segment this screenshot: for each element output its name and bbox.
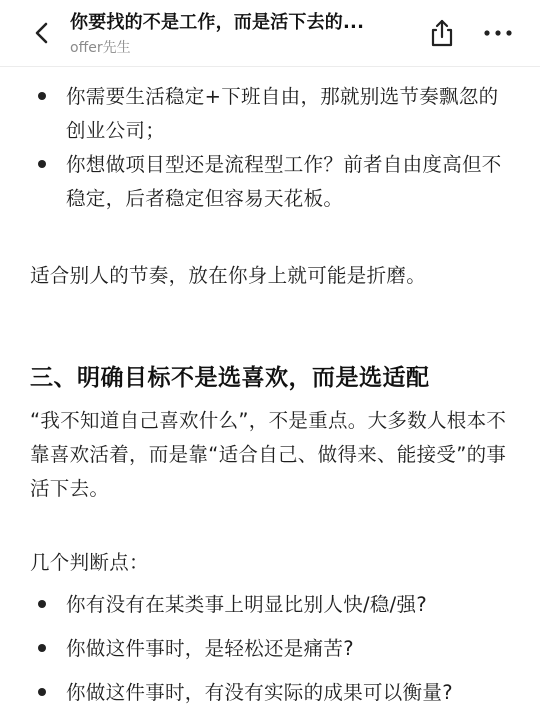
back-button[interactable] [28,18,56,48]
paragraph: “我不知道自己喜欢什么”，不是重点。大多数人根本不靠喜欢活着，而是靠“适合自己、做得来、能接受”的事活下去。 [30,409,507,500]
paragraph: 几个判断点： [30,551,149,574]
share-icon [428,18,456,48]
bullet-dot [38,160,46,168]
more-button[interactable] [482,22,514,44]
bullet-dot [38,600,46,608]
title-block [70,10,420,58]
list-item: 你做这件事时，有没有实际的成果可以衡量? [66,681,453,704]
list-item: 你做这件事时，是轻松还是痛苦? [66,637,354,660]
bullet-dot [38,644,46,652]
share-button[interactable] [428,18,456,48]
more-horizontal-icon [482,22,514,44]
article-title: 你要找的不是工作，而是活下去的... [70,12,365,33]
author-name[interactable]: offer先生 [70,40,131,56]
bullet-dot [38,688,46,696]
paragraph: 适合别人的节奏，放在你身上就可能是折磨。 [30,264,427,287]
list-item: 你有没有在某类事上明显比别人快/稳/强? [66,593,427,616]
chevron-left-icon [28,18,56,48]
top-nav-bar [0,0,540,67]
list-item: 你想做项目型还是流程型工作？前者自由度高但不稳定，后者稳定但容易天花板。 [66,153,502,210]
list-item: 你需要生活稳定+下班自由，那就别选节奏飘忽的创业公司； [66,85,499,142]
bullet-dot [38,92,46,100]
article-body[interactable] [0,66,540,720]
section-heading: 三、明确目标不是选喜欢，而是选适配 [30,365,430,391]
